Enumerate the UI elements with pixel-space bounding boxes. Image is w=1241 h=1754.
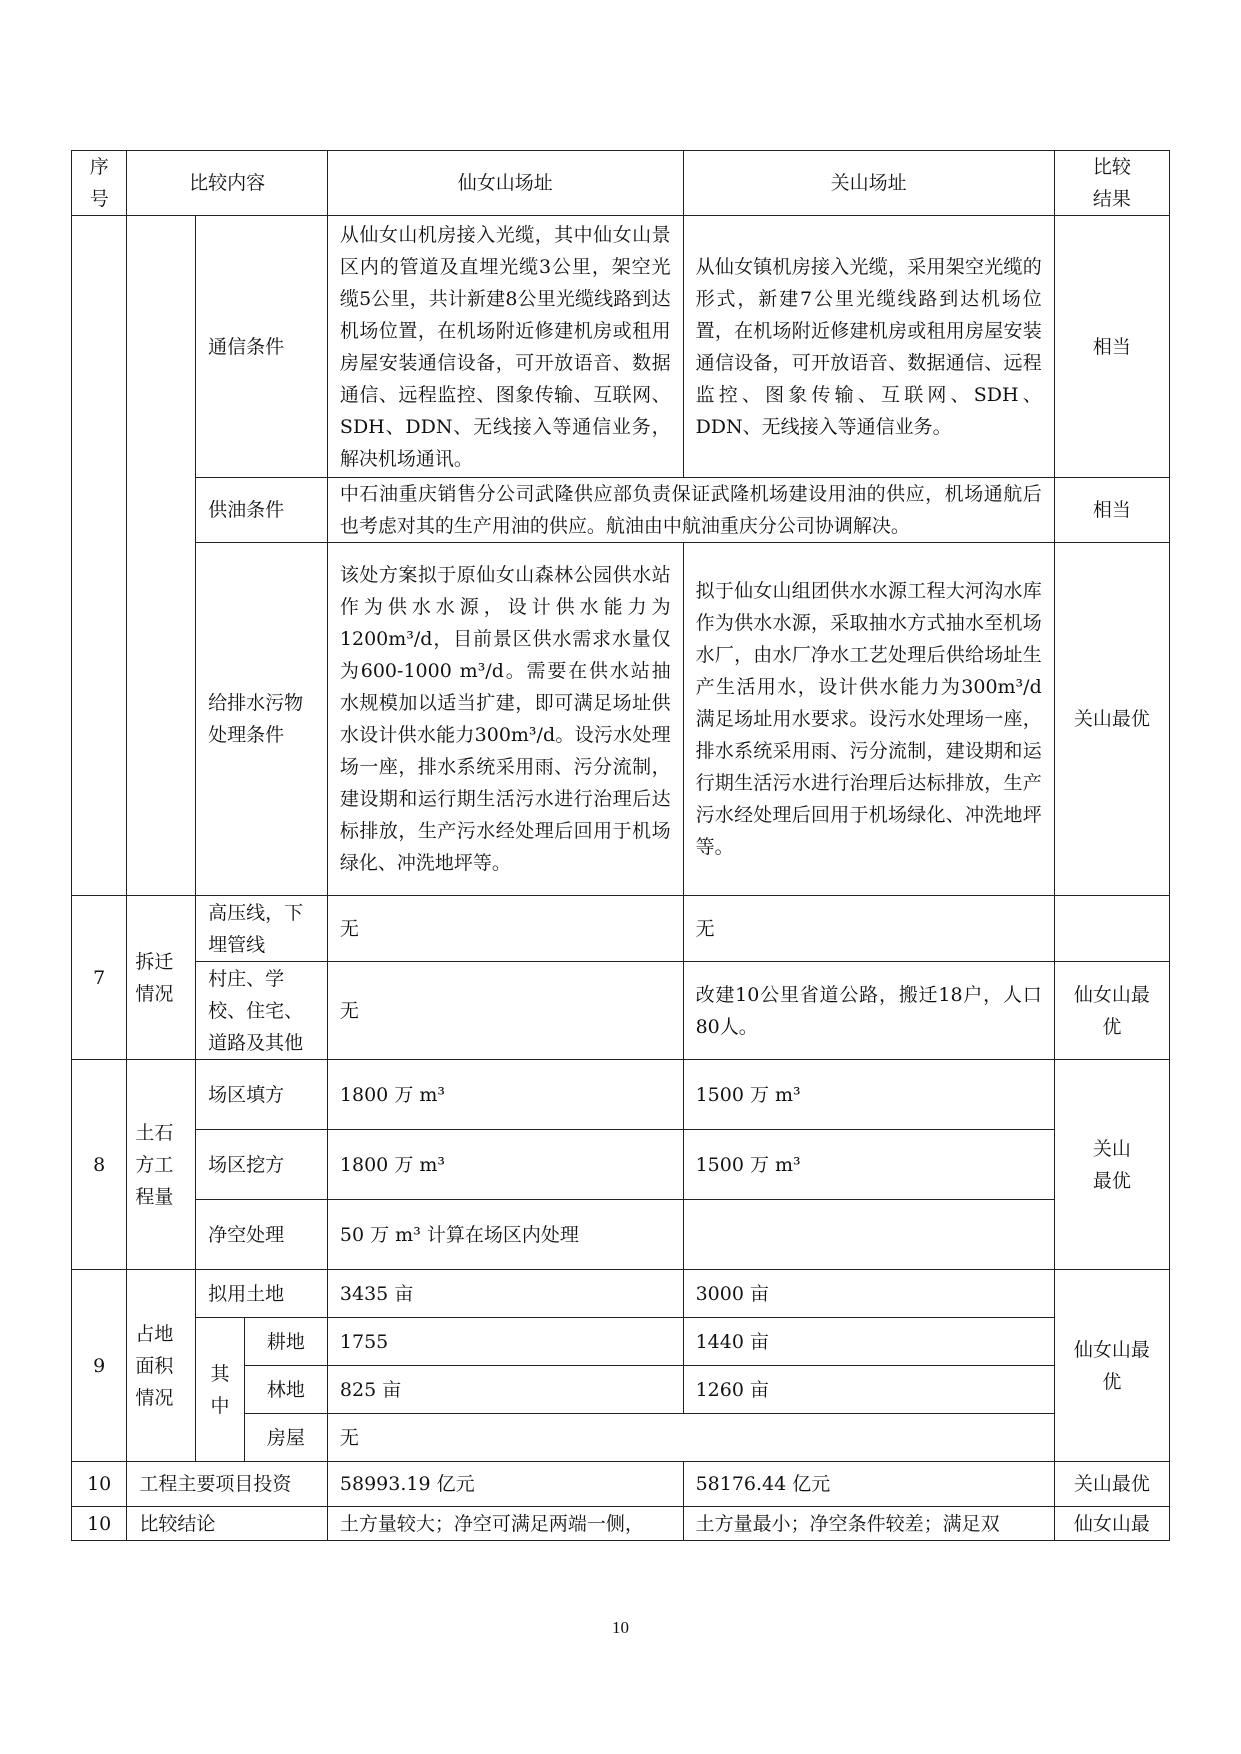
header-content: 比较内容 bbox=[127, 151, 328, 216]
seq-cell-empty bbox=[72, 216, 127, 896]
seq-cell: 8 bbox=[72, 1060, 127, 1270]
site-a-cell: 从仙女山机房接入光缆，其中仙女山景区内的管道及直埋光缆3公里，架空光缆5公里，共计新建8公里光缆线路到达机场位置，在机场附近修建机房或租用房屋安装通信设备，可开放语音、数据通信、远程监控、图象传输、互联网、SDH、DDN、无线接入等通信业务，解决机场通讯。 bbox=[327, 216, 683, 478]
result-cell bbox=[1054, 896, 1169, 962]
page-number: 10 bbox=[612, 1618, 629, 1637]
row-label: 净空处理 bbox=[196, 1200, 328, 1270]
site-b-cell: 1500 万 m³ bbox=[683, 1130, 1054, 1200]
row-label: 供油条件 bbox=[196, 478, 328, 543]
site-b-cell bbox=[683, 1200, 1054, 1270]
site-b-cell: 土方量最小；净空条件较差；满足双 bbox=[683, 1507, 1054, 1541]
site-a-cell: 1755 bbox=[327, 1318, 683, 1366]
seq-cell: 10 bbox=[72, 1462, 127, 1507]
site-a-cell: 土方量较大；净空可满足两端一侧， bbox=[327, 1507, 683, 1541]
table-row bbox=[72, 1060, 1170, 1130]
row-label: 比较结论 bbox=[127, 1507, 328, 1541]
row-label: 通信条件 bbox=[196, 216, 328, 478]
row-label: 场区挖方 bbox=[196, 1130, 328, 1200]
table-row bbox=[72, 1270, 1170, 1318]
row-label: 林地 bbox=[244, 1366, 327, 1414]
site-b-cell: 拟于仙女山组团供水水源工程大河沟水库作为供水水源，采取抽水方式抽水至机场水厂，由水厂净水工艺处理后供给场址生产生活用水，设计供水能力为300m³/d满足场址用水要求。设污水处理场一座，排水系统采用雨、污分流制，建设期和运行期生活污水进行治理后达标排放，生产污水经处理后回用于机场绿化、冲洗地坪等。 bbox=[683, 543, 1054, 896]
table-row bbox=[72, 1318, 1170, 1366]
site-a-cell: 50 万 m³ 计算在场区内处理 bbox=[327, 1200, 683, 1270]
group-label: 占地面积情况 bbox=[127, 1270, 196, 1462]
row-label: 高压线，下埋管线 bbox=[196, 896, 328, 962]
site-b-cell: 无 bbox=[683, 896, 1054, 962]
sub-group-label: 其中 bbox=[196, 1318, 245, 1462]
merged-sites-cell: 无 bbox=[327, 1414, 1054, 1462]
group-label: 拆迁情况 bbox=[127, 896, 196, 1060]
result-cell: 相当 bbox=[1054, 478, 1169, 543]
table-row bbox=[72, 478, 1170, 543]
site-b-cell: 从仙女镇机房接入光缆，采用架空光缆的形式，新建7公里光缆线路到达机场位置，在机场附近修建机房或租用房屋安装通信设备，可开放语音、数据通信、远程监控、图象传输、互联网、SDH、DDN、无线接入等通信业务。 bbox=[683, 216, 1054, 478]
row-label: 工程主要项目投资 bbox=[127, 1462, 328, 1507]
result-cell: 关山 最优 bbox=[1054, 1060, 1169, 1270]
table-row bbox=[72, 962, 1170, 1060]
row-label: 村庄、学校、住宅、道路及其他 bbox=[196, 962, 328, 1060]
site-a-cell: 1800 万 m³ bbox=[327, 1060, 683, 1130]
row-label: 给排水污物处理条件 bbox=[196, 543, 328, 896]
table-row bbox=[72, 1462, 1170, 1507]
site-b-cell: 改建10公里省道公路，搬迁18户，人口80人。 bbox=[683, 962, 1054, 1060]
table-row bbox=[72, 1200, 1170, 1270]
seq-cell: 9 bbox=[72, 1270, 127, 1462]
site-a-cell: 无 bbox=[327, 896, 683, 962]
site-a-cell: 该处方案拟于原仙女山森林公园供水站作为供水水源，设计供水能力为1200m³/d，目前景区供水需求水量仅为600-1000 m³/d。需要在供水站抽水规模加以适当扩建，即可满足场址供水设计供水能力300m³/d。设污水处理场一座，排水系统采用雨、污分流制，建设期和运行期生活污水进行治理后达标排放，生产污水经处理后回用于机场绿化、冲洗地坪等。 bbox=[327, 543, 683, 896]
header-row bbox=[72, 151, 1170, 216]
seq-cell: 10 bbox=[72, 1507, 127, 1541]
table-row bbox=[72, 216, 1170, 478]
site-a-cell: 825 亩 bbox=[327, 1366, 683, 1414]
merged-sites-cell: 中石油重庆销售分公司武隆供应部负责保证武隆机场建设用油的供应，机场通航后也考虑对其的生产用油的供应。航油由中航油重庆分公司协调解决。 bbox=[327, 478, 1054, 543]
site-comparison-table bbox=[71, 150, 1170, 1541]
site-b-cell: 58176.44 亿元 bbox=[683, 1462, 1054, 1507]
row-label: 房屋 bbox=[244, 1414, 327, 1462]
site-a-cell: 1800 万 m³ bbox=[327, 1130, 683, 1200]
site-b-cell: 3000 亩 bbox=[683, 1270, 1054, 1318]
result-cell: 关山最优 bbox=[1054, 1462, 1169, 1507]
row-label: 场区填方 bbox=[196, 1060, 328, 1130]
row-label: 耕地 bbox=[244, 1318, 327, 1366]
site-a-cell: 58993.19 亿元 bbox=[327, 1462, 683, 1507]
group-label: 土石方工程量 bbox=[127, 1060, 196, 1270]
site-b-cell: 1500 万 m³ bbox=[683, 1060, 1054, 1130]
site-a-cell: 无 bbox=[327, 962, 683, 1060]
site-b-cell: 1440 亩 bbox=[683, 1318, 1054, 1366]
site-b-cell: 1260 亩 bbox=[683, 1366, 1054, 1414]
group-cell-empty bbox=[127, 216, 196, 896]
seq-cell: 7 bbox=[72, 896, 127, 1060]
result-cell: 关山最优 bbox=[1054, 543, 1169, 896]
result-cell: 仙女山最优 bbox=[1054, 962, 1169, 1060]
result-cell: 仙女山最优 bbox=[1054, 1270, 1169, 1462]
table-row bbox=[72, 543, 1170, 896]
table-row bbox=[72, 896, 1170, 962]
header-site-b: 关山场址 bbox=[683, 151, 1054, 216]
table-row bbox=[72, 1130, 1170, 1200]
result-cell: 相当 bbox=[1054, 216, 1169, 478]
table-row bbox=[72, 1507, 1170, 1541]
header-result: 比较 结果 bbox=[1054, 151, 1169, 216]
site-a-cell: 3435 亩 bbox=[327, 1270, 683, 1318]
header-seq: 序 号 bbox=[72, 151, 127, 216]
row-label: 拟用土地 bbox=[196, 1270, 328, 1318]
result-cell: 仙女山最 bbox=[1054, 1507, 1169, 1541]
header-site-a: 仙女山场址 bbox=[327, 151, 683, 216]
